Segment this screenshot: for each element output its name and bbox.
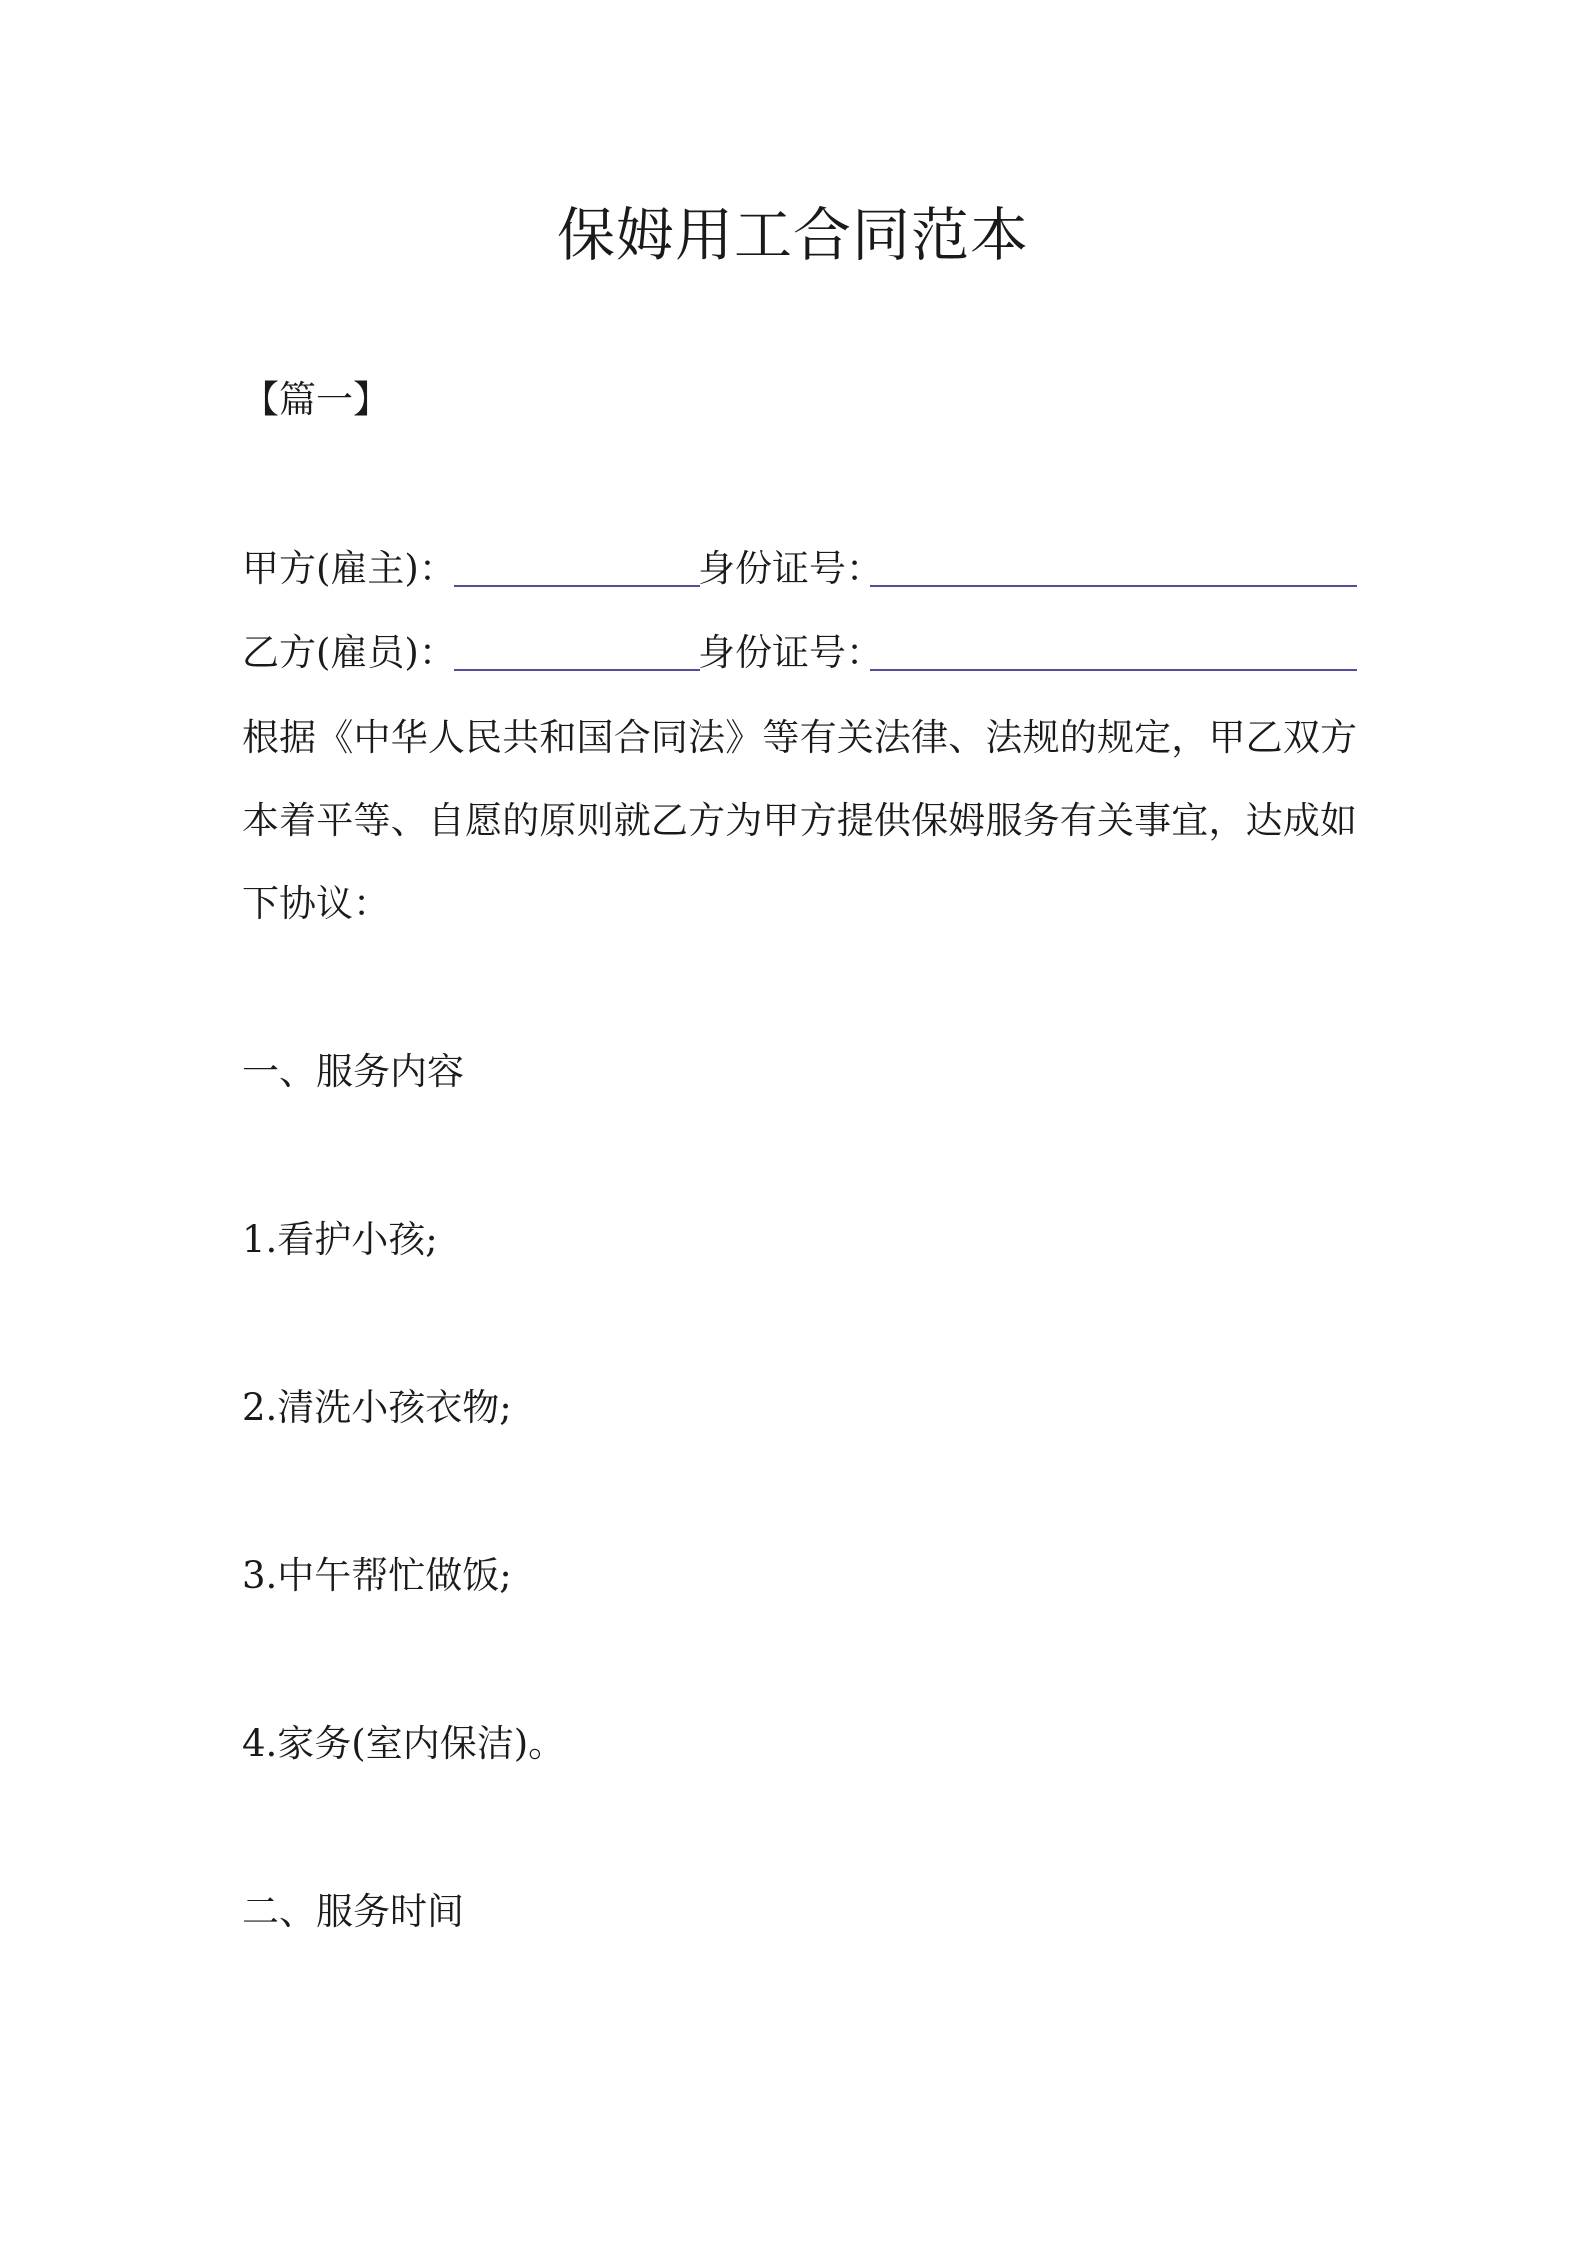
party-b-row	[242, 625, 1357, 681]
party-a-label: 甲方(雇主)：	[242, 547, 456, 590]
party-b-name-blank	[454, 669, 700, 671]
intro-line: 下协议：	[242, 882, 390, 925]
list-item: 2.清洗小孩衣物;	[242, 1386, 512, 1429]
intro-line: 根据《中华人民共和国合同法》等有关法律、法规的规定，甲乙双方	[242, 716, 1357, 759]
heading-service-time: 二、服务时间	[242, 1890, 464, 1933]
intro-paragraph	[242, 696, 1357, 945]
party-b-id-label: 身份证号：	[698, 631, 883, 674]
party-a-id-blank	[870, 585, 1357, 587]
list-item: 4.家务(室内保洁)。	[242, 1722, 566, 1765]
party-a-name-blank	[454, 585, 700, 587]
section-tag: 【篇一】	[242, 378, 390, 421]
document-title: 保姆用工合同范本	[556, 201, 1029, 269]
heading-service-content: 一、服务内容	[242, 1050, 464, 1093]
party-b-id-blank	[870, 669, 1357, 671]
party-b-label: 乙方(雇员)：	[242, 631, 456, 674]
party-a-row	[242, 541, 1357, 597]
intro-line: 本着平等、自愿的原则就乙方为甲方提供保姆服务有关事宜，达成如	[242, 799, 1357, 842]
list-item: 3.中午帮忙做饭;	[242, 1554, 512, 1597]
list-item: 1.看护小孩;	[242, 1218, 438, 1261]
party-a-id-label: 身份证号：	[698, 547, 883, 590]
